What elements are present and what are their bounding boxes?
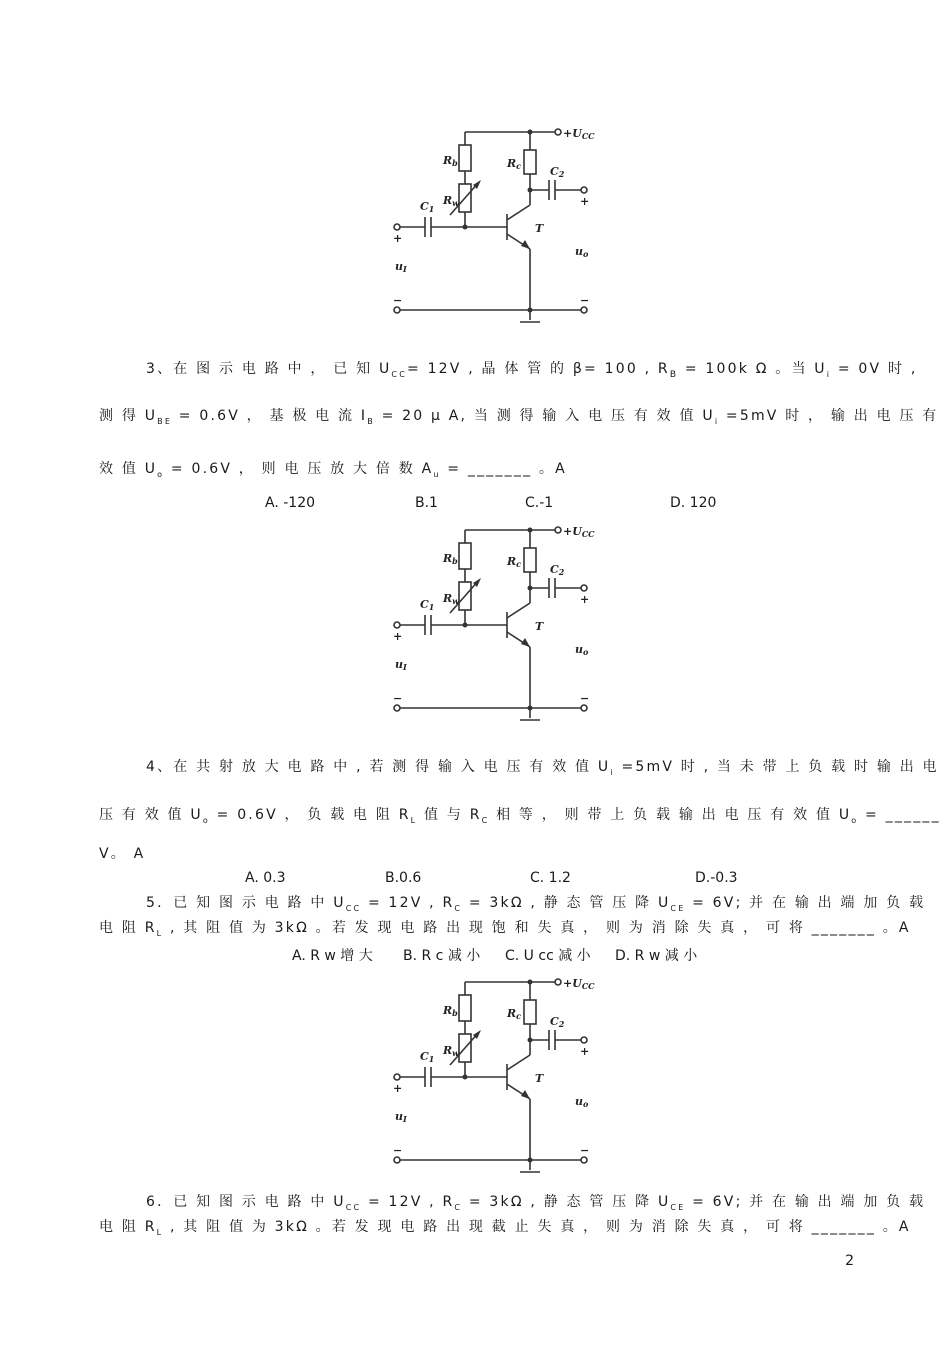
input-plus-sign: + — [393, 232, 403, 245]
q3-line-2: 测 得 $U_{BE} = 0.6V$ ， 基 极 电 流 $I_B = 20$ μ A, 当 测 得 输 入 电 压 有 效 值 $U_i =5mV$ 时 ， 输 出 电 压 有 — [99, 408, 939, 426]
circuit-diagram-1 — [385, 120, 615, 330]
vcc-label: +UCC — [563, 977, 595, 991]
output-plus-sign: + — [580, 593, 590, 606]
vcc-label: +UCC — [563, 525, 595, 539]
input-plus-sign: + — [393, 1082, 403, 1095]
rc-label: Rc — [507, 555, 522, 569]
c1-label: C1 — [420, 598, 435, 612]
q3-option-a: A. -120 — [265, 495, 316, 511]
amplifier-circuit-svg — [385, 120, 615, 330]
c2-label: C2 — [550, 1015, 565, 1029]
input-voltage-label: uI — [395, 260, 407, 274]
q5-option-c: C. U cc 减 小 — [505, 948, 591, 964]
rb-label: Rb — [443, 552, 458, 566]
q6-line-1: 6．已 知 图 示 电 路 中 $U_{CC} = 12V$ , $R_C = 3k\Omega$ , 静 态 管 压 降 $U_{CE} = 6V$; 并 在 输 出 端 加 负 载 — [146, 1194, 926, 1212]
q4-line-2: 压 有 效 值 $U_o = 0.6V$ ， 负 载 电 阻 $R_L$ 值 与 $R_C$ 相 等 ， 则 带 上 负 载 输 出 电 压 有 效 值 $U_o$ = ______ — [99, 807, 941, 825]
q5-line-1: 5．已 知 图 示 电 路 中 $U_{CC} = 12V$ , $R_C = 3k\Omega$ , 静 态 管 压 降 $U_{CE} = 6V$; 并 在 输 出 端 加 负 载 — [146, 895, 926, 913]
rb-label: Rb — [443, 154, 458, 168]
output-minus-sign: − — [580, 1144, 590, 1157]
rb-label: Rb — [443, 1004, 458, 1018]
q6-line-2: 电 阻 $R_L$ , 其 阻 值 为 3kΩ 。若 发 现 电 路 出 现 截 止 失 真 ， 则 为 消 除 失 真 ， 可 将 _______ 。A — [99, 1219, 911, 1237]
q3-option-b: B.1 — [415, 495, 438, 511]
output-minus-sign: − — [580, 692, 590, 705]
vcc-label: +UCC — [563, 127, 595, 141]
amplifier-circuit-svg — [385, 518, 615, 728]
q4-option-a: A. 0.3 — [245, 870, 286, 886]
amplifier-circuit-svg — [385, 970, 615, 1180]
output-voltage-label: uo — [575, 643, 589, 657]
q4-option-b: B.0.6 — [385, 870, 422, 886]
q4-line-3: V。 A — [99, 846, 146, 862]
q3-option-d: D. 120 — [670, 495, 717, 511]
rw-label: Rw — [443, 194, 460, 208]
transistor-label: T — [535, 620, 544, 633]
page-number: 2 — [845, 1253, 854, 1269]
q5-option-a: A. R w 增 大 — [292, 948, 373, 964]
q4-option-c: C. 1.2 — [530, 870, 571, 886]
c2-label: C2 — [550, 563, 565, 577]
q4-option-d: D.-0.3 — [695, 870, 738, 886]
rc-label: Rc — [507, 157, 522, 171]
rw-label: Rw — [443, 1044, 460, 1058]
q5-option-d: D. R w 减 小 — [615, 948, 698, 964]
input-minus-sign: − — [393, 1144, 403, 1157]
circuit-diagram-2 — [385, 518, 615, 728]
input-minus-sign: − — [393, 692, 403, 705]
output-plus-sign: + — [580, 195, 590, 208]
input-voltage-label: uI — [395, 658, 407, 672]
transistor-label: T — [535, 1072, 544, 1085]
output-voltage-label: uo — [575, 245, 589, 259]
q3-line-1: 3、在 图 示 电 路 中 ， 已 知 $U_{CC}= 12V$ , 晶 体 管 的 β= 100 , $R_B = 100k$ Ω 。当 $U_i = 0V$ 时 , — [146, 361, 918, 380]
rc-label: Rc — [507, 1007, 522, 1021]
q5-line-2: 电 阻 $R_L$ , 其 阻 值 为 3kΩ 。若 发 现 电 路 出 现 饱 和 失 真 ， 则 为 消 除 失 真 ， 可 将 _______ 。A — [99, 920, 911, 938]
transistor-label: T — [535, 222, 544, 235]
q3-line-3: 效 值 $U_o = 0.6V$ ， 则 电 压 放 大 倍 数 $A_u$ = _______ 。A — [99, 461, 567, 479]
c1-label: C1 — [420, 1050, 435, 1064]
q5-option-b: B. R c 减 小 — [403, 948, 481, 964]
input-minus-sign: − — [393, 294, 403, 307]
output-plus-sign: + — [580, 1045, 590, 1058]
q4-line-1: 4、在 共 射 放 大 电 路 中 , 若 测 得 输 入 电 压 有 效 值 $U_i =5mV$ 时 , 当 未 带 上 负 载 时 输 出 电 — [146, 759, 939, 777]
c1-label: C1 — [420, 200, 435, 214]
rw-label: Rw — [443, 592, 460, 606]
q3-option-c: C.-1 — [525, 495, 554, 511]
input-voltage-label: uI — [395, 1110, 407, 1124]
c2-label: C2 — [550, 165, 565, 179]
output-minus-sign: − — [580, 294, 590, 307]
input-plus-sign: + — [393, 630, 403, 643]
circuit-diagram-3 — [385, 970, 615, 1180]
output-voltage-label: uo — [575, 1095, 589, 1109]
